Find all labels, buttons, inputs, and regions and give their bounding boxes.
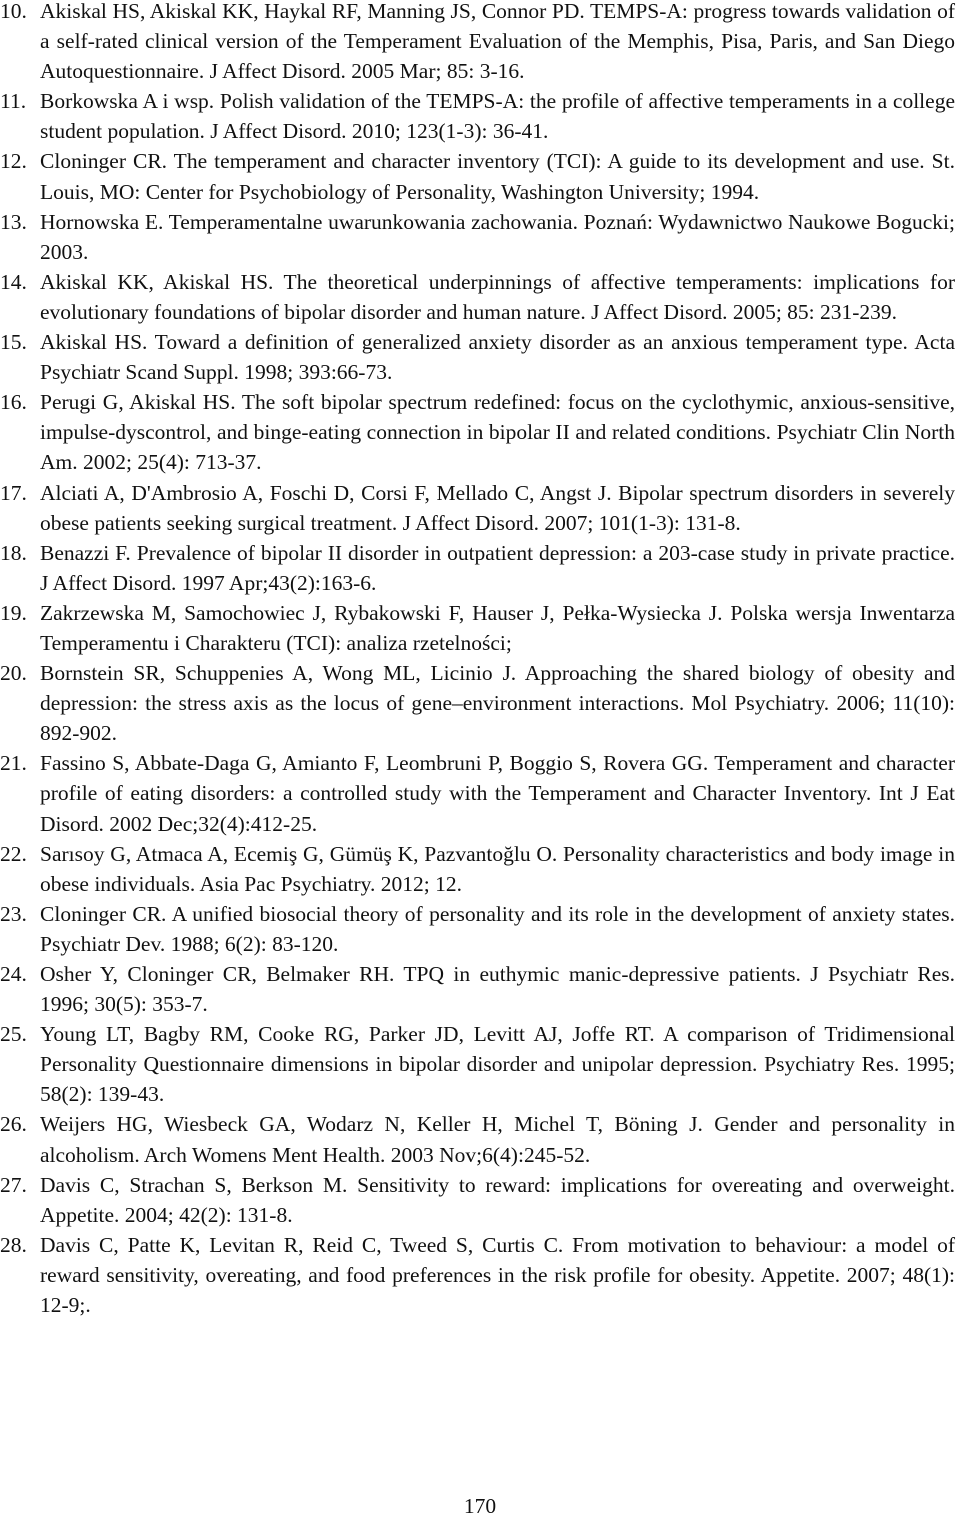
reference-number: 13. [0, 209, 27, 234]
reference-item [0, 267, 955, 327]
reference-number: 19. [0, 600, 27, 625]
reference-number: 21. [0, 751, 27, 776]
reference-item [0, 1230, 955, 1320]
reference-text: Sarısoy G, Atmaca A, Ecemiş G, Gümüş K, Pazvantoğlu O. Personality characteristics and body image in obese individuals. Asia Pac Psychiatry. 2012; 12. [40, 841, 955, 896]
reference-text: Perugi G, Akiskal HS. The soft bipolar spectrum redefined: focus on the cyclothymic, anxious-sensitive, impulse-dyscontrol, and binge-eating connection in bipolar II and related conditions. Psychiatr Clin North Am. 2002; 25(4): 713-37. [40, 390, 955, 475]
reference-item [0, 899, 955, 959]
reference-number: 16. [0, 390, 27, 415]
reference-item [0, 748, 955, 838]
reference-text: Hornowska E. Temperamentalne uwarunkowania zachowania. Poznań: Wydawnictwo Naukowe Bogucki; 2003. [40, 209, 955, 264]
reference-text: Cloninger CR. A unified biosocial theory of personality and its role in the development of anxiety states. Psychiatr Dev. 1988; 6(2): 83-120. [40, 901, 955, 956]
reference-number: 10. [0, 0, 27, 23]
reference-text: Fassino S, Abbate-Daga G, Amianto F, Leombruni P, Boggio S, Rovera GG. Temperament and character profile of eating disorders: a controlled study with the Temperament and Character Inventory. Int J Eat Disord. 2002 Dec;32(4):412-25. [40, 751, 955, 836]
reference-item [0, 959, 955, 1019]
reference-item [0, 86, 955, 146]
reference-item [0, 1019, 955, 1109]
reference-text: Akiskal HS, Akiskal KK, Haykal RF, Manning JS, Connor PD. TEMPS-A: progress towards validation of a self-rated clinical version of the Temperament Evaluation of the Memphis, Pisa, Paris, and San Diego Autoquestionnaire. J Affect Disord. 2005 Mar; 85: 3-16. [40, 0, 955, 84]
reference-number: 23. [0, 901, 27, 926]
reference-number: 14. [0, 269, 27, 294]
reference-number: 12. [0, 149, 27, 174]
reference-number: 17. [0, 480, 27, 505]
reference-item [0, 598, 955, 658]
reference-item [0, 839, 955, 899]
reference-item [0, 0, 955, 86]
reference-number: 18. [0, 540, 27, 565]
reference-item [0, 146, 955, 206]
reference-number: 28. [0, 1232, 27, 1257]
reference-text: Borkowska A i wsp. Polish validation of the TEMPS-A: the profile of affective temperaments in a college student population. J Affect Disord. 2010; 123(1-3): 36-41. [40, 89, 955, 144]
reference-text: Osher Y, Cloninger CR, Belmaker RH. TPQ in euthymic manic-depressive patients. J Psychiatr Res. 1996; 30(5): 353-7. [40, 962, 955, 1017]
page-number: 170 [463, 1494, 497, 1518]
reference-text: Alciati A, D'Ambrosio A, Foschi D, Corsi F, Mellado C, Angst J. Bipolar spectrum disorders in severely obese patients seeking surgical treatment. J Affect Disord. 2007; 101(1-3): 131-8. [40, 480, 955, 535]
reference-text: Bornstein SR, Schuppenies A, Wong ML, Licinio J. Approaching the shared biology of obesity and depression: the stress axis as the locus of gene–environment interactions. Mol Psychiatry. 2006; 11(10): 892-902. [40, 661, 955, 746]
reference-text: Zakrzewska M, Samochowiec J, Rybakowski F, Hauser J, Pełka-Wysiecka J. Polska wersja Inwentarza Temperamentu i Charakteru (TCI): analiza rzetelności; [40, 600, 955, 655]
reference-number: 26. [0, 1112, 27, 1137]
reference-item [0, 207, 955, 267]
reference-item [0, 538, 955, 598]
reference-item [0, 658, 955, 748]
reference-text: Benazzi F. Prevalence of bipolar II disorder in outpatient depression: a 203-case study in private practice. J Affect Disord. 1997 Apr;43(2):163-6. [40, 540, 955, 595]
reference-number: 22. [0, 841, 27, 866]
reference-item [0, 1170, 955, 1230]
reference-number: 20. [0, 661, 27, 686]
reference-text: Davis C, Strachan S, Berkson M. Sensitivity to reward: implications for overeating and overweight. Appetite. 2004; 42(2): 131-8. [40, 1172, 955, 1227]
reference-item [0, 478, 955, 538]
reference-number: 15. [0, 330, 27, 355]
reference-number: 25. [0, 1022, 27, 1047]
reference-text: Akiskal KK, Akiskal HS. The theoretical underpinnings of affective temperaments: implications for evolutionary foundations of bipolar disorder and human nature. J Affect Disord. 2005; 85: 231-239. [40, 269, 955, 324]
reference-item [0, 387, 955, 477]
reference-number: 11. [0, 89, 27, 114]
reference-text: Cloninger CR. The temperament and character inventory (TCI): A guide to its development and use. St. Louis, MO: Center for Psychobiology of Personality, Washington University; 1994. [40, 149, 955, 204]
reference-text: Akiskal HS. Toward a definition of generalized anxiety disorder as an anxious temperament type. Acta Psychiatr Scand Suppl. 1998; 393:66-73. [40, 330, 955, 385]
reference-item [0, 327, 955, 387]
reference-text: Weijers HG, Wiesbeck GA, Wodarz N, Keller H, Michel T, Böning J. Gender and personality in alcoholism. Arch Womens Ment Health. 2003 Nov;6(4):245-52. [40, 1112, 955, 1167]
reference-number: 24. [0, 962, 27, 986]
reference-number: 27. [0, 1172, 27, 1197]
reference-item [0, 1109, 955, 1169]
reference-text: Davis C, Patte K, Levitan R, Reid C, Tweed S, Curtis C. From motivation to behaviour: a model of reward sensitivity, overeating, and food preferences in the risk profile for obesity. Appetite. 2007; 48(1): 12-9;. [40, 1232, 955, 1318]
reference-text: Young LT, Bagby RM, Cooke RG, Parker JD, Levitt AJ, Joffe RT. A comparison of Tridimensional Personality Questionnaire dimensions in bipolar disorder and unipolar depression. Psychiatry Res. 1995; 58(2): 139-43. [40, 1022, 955, 1107]
